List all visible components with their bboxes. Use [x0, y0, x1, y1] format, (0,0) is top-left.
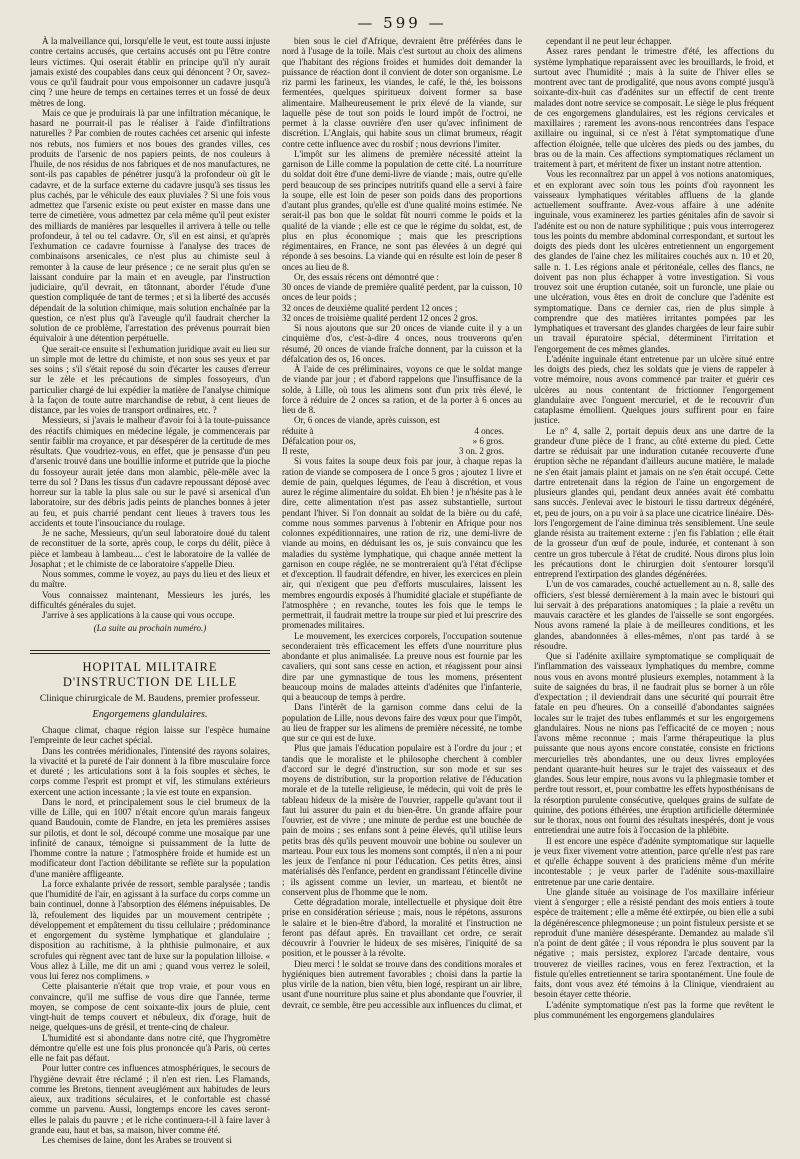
paragraph: Chaque climat, chaque région laisse sur l'espèce humaine l'empreinte de leur cachet spécial. — [30, 725, 270, 746]
section-topic: Engorgemens glandulaires. — [92, 708, 208, 720]
paragraph: Messieurs, si j'avais le malheur d'avoir foi à la toute-puissance des réactifs chimiques en médecine légale, je commencerais par sentir faiblir ma croyance, et par désespérer de la certitude de mes résultats. Que voudriez-vous, en effet, que je pensasse d'un peu d'arsenic trouvé dans une bouillie informe et putride que la pioche du fossoyeur aurait jetée dans mon alambic, pêle-mêle avec la terre du sol ? Dans les tissus d'un cadavre repoussant déposé avec horreur sur la table la plus sale ou sur le pavé si arsenical d'un laboratoire, sur des débris jadis peints de planches bonnes à jeter au feu, et puis charrié pendant cent lieues à travers tous les accidents et toute l'insouciance du roulage. — [30, 415, 270, 528]
measure-line: 32 onces de deuxième qualité perdent 12 onces ; — [282, 302, 458, 313]
paragraph: Dans l'intérêt de la garnison comme dans celui de la population de Lille, nous devons faire des vœux pour que l'impôt, au lieu de frapper sur les alimens de première nécessité, ne tombe que sur ce qui est de luxe. — [282, 702, 522, 743]
paragraph: À l'aide de ces préliminaires, voyons ce que le soldat mange de viande par jour ; et d'abord rappelons que l'insuffisance de la solde, à Lille, où tous les alimens sont d'un prix très élevé, le force à réduire de 2 onces sa ration, et de la porter à 6 onces au lieu de 8. — [282, 364, 522, 415]
paragraph: Il est encore une espèce d'adénite symptomatique sur laquelle je veux fixer vivement votre attention, parce qu'elle n'est pas rare et qu'elle échappe souvent à des praticiens même d'un mérite incontestable ; je veux parler de l'adénite sous-maxillaire entretenue par une carie dentaire. — [534, 835, 774, 887]
paragraph: Assez rares pendant le trimestre d'été, les affections du système lymphatique reparaissent avec les brouillards, le froid, et surtout avec l'humidité ; mais à la suite de l'hiver elles se montrent avec tant de prodigalité, que nous avons compté jusqu'à soixante-dix-huit cas d'adénites sur un effectif de cent trente malades dont notre service se composait. Le siège le plus fréquent de ces engorgemens glandulaires, est les régions cervicales et maxillaires ; rarement les avons-nous rencontrées dans l'espace axillaire ou inguinal, si ce n'est à l'état symptomatique d'une affection éloignée, telle que ulcères des pieds ou des jambes, du bras ou de la main. Ces affections symptomatiques réclament un traitement à part, et méritent de fixer un instant notre attention. — [534, 46, 774, 169]
continuation-note: (La suite au prochain numéro.) — [93, 623, 207, 634]
paragraph: Nous sommes, comme le voyez, au pays du lieu et des lieux et du maître. — [30, 569, 270, 590]
paragraph: La force exhalante privée de ressort, semble paralysée ; tandis que l'humidité de l'air, en agissant à la surface du corps comme un bain continuel, donne à l'absorption des élémens inépuisables. De là, refoulement des liquides par un mouvement centripète ; développement et empâtement du tissu cellulaire ; prédominance et engorgement du système lymphatique et glandulaire ; disposition au rachitisme, à la phthisie pulmonaire, et aux scrofules qui règnent avec tant de luxe sur la population lilloise. « Vous allez à Lille, me dit un ami ; quand vous verrez le soleil, vous lui ferez nos complimens. » — [30, 878, 270, 981]
paragraph: Plus que jamais l'éducation populaire est à l'ordre du jour ; et tandis que le moraliste et le philosophe cherchent à combler d'accord sur le degré d'instruction, sur son mode et sur ses moyens de distribution, sur la proportion relative de l'éducation morale et de la tutelle religieuse, le médecin, qui voit de près le tableau hideux de la misère de l'ouvrier, rappelle qu'avant tout il faut lui assurer du pain et du bien-être. Un grande affaire pour l'ouvrier, est de vivre ; une minute de perdue est une bouchée de pain de moins ; ses enfans sont à peine élevés, qu'il utilise leurs petits bras dès qu'ils peuvent mouvoir une bobine ou soulever un marteau. Pour eux tous les momens sont comptés, il n'en a ni pour les jeux de l'enfance ni pour l'éducation. Ces petits êtres, ainsi matérialisés dès l'enfance, perdent en grandissant l'étincelle divine ; ils agissent comme un levier, un marteau, et bientôt ne conservent plus de l'homme que le nom. — [282, 743, 522, 897]
paragraph: Je ne sache, Messieurs, qu'un seul laboratoire doué du talent de reconstituer de la sorte, après coup, le corps du délit, pièce à pièce et lambeau à lambeau.... c'est le laboratoire de la vallée de Josaphat ; et le chimiste de ce laboratoire s'appelle Dieu. — [30, 528, 270, 569]
paragraph: Si nous ajoutons que sur 20 onces de viande cuite il y a un cinquième d'os, c'est-à-dire 4 onces, nous trouverons qu'en résumé, 20 onces de viande fraîche donnent, par la cuisson et la défalcation des os, 16 onces. — [282, 323, 522, 364]
paragraph: bien sous le ciel d'Afrique, devraient être préférées dans le nord à l'usage de la toile. Mais c'est surtout au choix des alimens que l'habitant des régions froides et humides doit demander la puissance de réaction dont il convient de doter son organisme. Le riz parmi les farineux, les viandes, le café, le thé, les boissons fermentées, quelques spiritueux doivent former sa base alimentaire. Malheureusement le prix élevé de la viande, sur laquelle pèse de tout son poids le lourd impôt de l'octroi, ne permet à la classe ouvrière d'en user qu'avec infiniment de discrétion. L'Anglais, qui habite sous un climat brumeux, réagit contre cette influence avec du rosbif ; nous devrions l'imiter. — [282, 36, 522, 149]
paragraph: Pour lutter contre ces influences atmosphériques, le secours de l'hygiène devrait être réclamé ; il n'en est rien. Les Flamands, comme les Bretons, tiennent aveuglément aux habitudes de leurs aïeux, aux traditions séculaires, et le confortable est chassé comme un parvenu. Aussi, longtemps encore les caves seront-elles le palais du pauvre ; et le riche continuera-t-il à faire laver à grande eau, haut et bas, sa maison, hiver comme été. — [30, 1063, 270, 1135]
section-divider — [30, 650, 270, 654]
paragraph: L'un de vos camarades, couché actuellement au n. 8, salle des officiers, s'est blessé dernièrement à la main avec le bistouri qui lui servait à des préparations anatomiques ; la plaie a revêtu un mauvais caractère et les glandes de l'aisselle se sont engorgées. Nous avons ramené la plaie à de meilleures conditions, et les glandes, abandonnées à elles-mêmes, n'ont pas tardé à se résoudre. — [534, 579, 774, 651]
section-subtitle: Clinique chirurgicale de M. Baudens, premier professeur. — [39, 692, 261, 704]
calc-label: Défalcation pour os, — [282, 435, 356, 446]
paragraph: Le mouvement, les exercices corporels, l'occupation soutenue seconderaient très efficacement les effets d'une nourriture plus abondante et plus animalisée. La preuve nous est fournie par les cavaliers, qui sont sans cesse en action, et réagissent pour ainsi dire par une gymnastique de tous les momens, présentent beaucoup moins de malades atteints d'adénites que l'infanterie, qui a beaucoup de temps à perdre. — [282, 630, 522, 702]
section-title: HOPITAL MILITAIRE D'INSTRUCTION DE LILLE — [62, 659, 238, 689]
paragraph: Or, des essais récens ont démontré que : — [294, 271, 439, 282]
column-2 — [282, 36, 522, 1154]
calc-label: Il reste, — [282, 446, 310, 456]
paragraph: Les chemises de laine, dont les Arabes se trouvent si — [42, 1135, 232, 1145]
paragraph: L'impôt sur les alimens de première nécessité atteint la garnison de Lille comme la population de cette cité. La nourriture du soldat doit être d'une demi-livre de viande ; mais, outre qu'elle perd beaucoup de ses principes nutritifs quand elle a servi à faire la soupe, elle est loin de peser son poids dans des proportions d'autant plus grandes, qu'elle est d'une qualité moins estimée. Ne serait-il pas bon que le soldat fût nourri comme le poids et la qualité de la viande ; elle est ce que le régime du soldat, est, de plus en plus économique ; mais que les prescriptions régimentaires, en France, ne sont pas élevées à un degré qui réponde à ses besoins. La viande qui en résulte est loin de peser 8 onces au lieu de 8. — [282, 148, 522, 272]
paragraph: Le n° 4, salle 2, portait depuis deux ans une dartre de la grandeur d'une pièce de 1 franc, au côté externe du pied. Cette dartre se réduisait par une induration cutanée recouverte d'une éruption sèche ne répandant d'ailleurs aucune matière, le malade ne s'en était jamais plaint et jamais on ne s'en était occupé. Cette dartre entretenait dans la région de l'aine un engorgement de plusieurs glandes qui, pendant deux années avait été combattu sans succès. J'enlevai avec le bistouri le tissu dartreux dégénéré, et, peu de jours, on a pu voir à sa place une cicatrice linéaire. Dès-lors l'engorgement de l'aine diminua très sensiblement. Une seule glande résista au traitement externe : j'en fis l'ablation ; elle était de la grosseur d'un œuf de poule, indurée, et contenant à son centre un gros tubercule à l'état de crudité. Nous dirons plus loin les précautions dont le chirurgien doit s'entourer lorsqu'il entreprend l'extirpation des glandes dégénérées. — [534, 425, 774, 579]
paragraph: Que si l'adénite axillaire symptomatique se compliquait de l'inflammation des vaisseaux lymphatiques du membre, comme nous vous en avons montré plusieurs exemples, notamment à la suite de saignées du bras, il ne faudrait plus se borner à un rôle d'expectation ; il deviendrait dans une sécurité qui pourrait être fatale en peu d'heures. On a conseillé d'abondantes saignées locales sur le trajet des tubes enflammés et sur les engorgemens glandulaires. Nous ne nions pas l'efficacité de ce moyen ; nous l'avons même reconnue ; mais l'arme thérapeutique la plus puissante que nous ayons encore constatée, consiste en frictions mercurielles très abondantes, une ou deux livres employées pendant quarante-huit heures sur le trajet des vaisseaux et des glandes. Sous leur empire, nous avons vu la phlegmasie tomber et perdre tout ressort, et, pour combattre les effets hyposthénisans de la résorption purulente consécutive, quelques grains de sulfate de quinine, des potions éthérées, une éruption artificielle déterminée sur le thorax, nous ont fourni des résultats inespérés, dont je vous entretiendrai une autre fois à l'occasion de la phlébite. — [534, 651, 774, 836]
columns — [30, 36, 774, 1154]
paragraph: L'humidité est si abondante dans notre cité, que l'hygromètre démontre qu'elle est une fois plus prononcée qu'à Paris, où certes elle ne fait pas défaut. — [30, 1032, 270, 1063]
paragraph: cependant il ne peut leur échapper. — [546, 36, 672, 46]
paragraph: Vous connaissez maintenant, Messieurs les jurés, les difficultés générales du sujet. — [30, 589, 270, 610]
measure-line: 30 onces de viande de première qualité perdent, par la cuisson, 10 onces de leur poids ; — [282, 282, 522, 303]
calc-value: 4 onces. — [474, 425, 504, 436]
calc-row — [282, 436, 522, 446]
measure-line: 32 onces de troisième qualité perdent 12 onces 2 gros. — [282, 312, 478, 323]
calc-row — [282, 426, 522, 436]
calc-value: 3 on. 2 gros. — [459, 446, 504, 456]
paragraph: Cette plaisanterie n'était que trop vraie, et pour vous en convaincre, qu'il me suffise de vous dire que l'année, terme moyen, se compose de cent soixante-dix jours de pluie, cent vingt-huit de temps couvert et nébuleux, dix d'orage, huit de neige, quelques-uns de grésil, et trente-cinq de chaleur. — [30, 981, 270, 1033]
calc-value: » 6 gros. — [472, 435, 504, 446]
column-1 — [30, 36, 270, 1154]
column-3 — [534, 36, 774, 1154]
paragraph: J'arrive à ses applications à la cause qui vous occupe. — [42, 610, 235, 620]
calc-row — [282, 446, 522, 456]
paragraph: Dieu merci ! le soldat se trouve dans des conditions morales et hygiéniques bien autrement favorables ; choisi dans la partie la plus virile de la nation, bien vêtu, bien logé, respirant un air libre, usant d'une nourriture plus saine et plus abondante que l'ouvrier, il devrait, ce semble, être peu accessible aux influences du climat, et — [282, 958, 522, 1010]
paragraph: Or, 6 onces de viande, après cuisson, est — [294, 415, 440, 426]
calc-label: réduite à — [282, 425, 314, 436]
paragraph: Vous les reconnaîtrez par un appel à vos notions anatomiques, et en explorant avec soin tous les points d'où rayonnent les vaisseaux lymphatiques véritables affluens de la glande actuellement souffrante. Avez-vous affaire à une adénite inguinale, vous examinerez les parties génitales afin de savoir si l'adénite est ou non de nature syphilitique ; puis vous interrogerez tous les points du membre abdominal correspondant, et surtout les doigts des pieds dont les ulcères entretiennent un engorgement des glandes de l'aine chez les militaires couchés aux n. 10 et 20, salle n. 1. Les régions anale et péritonéale, celles des flancs, ne doivent pas non plus échapper à votre investigation. Si vous trouvez soit une éruption cutanée, soit un furoncle, une plaie ou une ulcération, vous êtes en droit de conclure que l'adénite est symptomatique. Dans ce dernier cas, rien de plus simple à comprendre que des matières irritantes pompées par les lymphatiques et traversant des glandes chargées de leur faire subir un travail épuratoire spécial, déterminent l'irritation et l'engorgement de ces mêmes glandes. — [534, 169, 774, 354]
paragraph: Dans le nord, et principalement sous le ciel brumeux de la ville de Lille, qui en 1007 n'était encore qu'un marais fangeux quand Baudouin, comte de Flandre, en jeta les premières assises sur pilotis, et dont le sol, découpé comme une mosaïque par une infinité de canaux, témoigne si puissamment de la lutte de l'homme contre la nature ; l'atmosphère froide et humide est un modificateur dont l'action débilitante se reflète sur la population d'une manière affligeante. — [30, 796, 270, 879]
paragraph: Mais ce que je produirais là par une infiltration mécanique, le hasard ne pourrait-il pas le réaliser à l'aide d'infiltrations naturelles ? Par combien de routes cachées cet arsenic qui infeste nos rebuts, nos fumiers et nos boues des grandes villes, ces produits de l'arsenic de nos papiers peints, de nos couleurs à l'huile, de nos résidus de nos fabriques et de nos manufactures, ne sont-ils pas capables de pénétrer jusqu'à la profondeur où gît le cadavre, et de la surface externe du cadavre jusqu'à ses tissus les plus cachés, par le véhicule des eaux pluviales ? Si une fois vous admettez que l'arsenic existe ou peut exister en masse dans une terre de cimetière, vous admettez par cela même qu'il peut exister des milliards de manières par lesquelles il arrivera à telle ou telle profondeur, à tel ou tel cadavre. Or, s'il en est ainsi, et qu'après l'exhumation ce cadavre fournisse à l'analyse des traces de combinaisons arsenicales, ce n'est plus au chimiste seul à remonter à la cause de leur présence ; ce ne serait plus qu'en se laissant conduire par la main et en aveugle, par l'instruction judiciaire, qu'il devrait, en tâtonnant, aborder l'étude d'une question compliquée de tant de termes ; et si la liberté des accusés dépendait de la solution chimique, mais solution enchaînée par la question, ce n'est plus qu'à l'aveugle qu'il faudrait chercher la solution de ce problème, l'arrestation des prévenus pourrait bien équivaloir à une détention perpétuelle. — [30, 107, 270, 344]
paragraph: À la malveillance qui, lorsqu'elle le veut, est toute aussi injuste contre certains accusés, que certains accusés ont pu l'être contre leurs victimes. Qui oserait établir en principe qu'il n'y aurait jamais existé des coupables dans ceux qui dénoncent ? Or, savez-vous ce qu'il faudrait pour vous empoisonner un cadavre jusqu'à cinq ? une heure de temps en certaines terres et un fossé de deux mètres de long. — [30, 36, 270, 108]
paragraph: L'adénite inguinale étant entretenue par un ulcère situé entre les doigts des pieds, chez les soldats que je viens de rappeler à votre mémoire, nous avons commencé par traiter et guérir ces ulcères au nous contentant de frictionner l'engorgement glandulaire avec l'onguent mercuriel, et de le recouvrir d'un cataplasme émollient. Quelques jours suffirent pour en faire justice. — [534, 353, 774, 426]
paragraph: Si vous faites la soupe deux fois par jour, à chaque repas la ration de viande se composera de 1 once 5 gros ; ajoutez 1 livre et demie de pain, quelques légumes, de l'eau à discrétion, et vous aurez le régime alimentaire du soldat. Eh bien ! je n'hésite pas à le dire, cette alimentation n'est pas assez substantielle, surtout pendant l'hiver. Si l'on donnait au soldat de la bière ou du café, comme nous sommes parvenus à l'obtenir en Afrique pour nos colonnes expéditionnaires, une ration de riz, une demi-livre de viande au moins, en déduisant les os, je suis convaincu que les maladies du système lymphatique, qui chaque année mettent la garnison en coupe réglée, ne se montreraient qu'à l'état d'éclipse et d'exception. Il faudrait défendre, en hiver, les exercices en plein air, qui n'exigent que peu d'efforts musculaires, laissent les membres engourdis exposés à l'humidité glaciale et stupéfiante de l'atmosphère ; en revanche, toutes les fois que le temps le permettrait, il faudrait mettre la troupe sur pied et lui prescrire des promenades militaires. — [282, 456, 522, 631]
paragraph: Dans les contrées méridionales, l'intensité des rayons solaires, la vivacité et la pureté de l'air donnent à la fibre musculaire force et dureté ; les articulations sont à la fois souples et sèches, le corps comme l'esprit est prompt et vif, les stimulans extérieurs exercent une action incessante ; la vie est toute en expansion. — [30, 745, 270, 797]
paragraph: L'adénite symptomatique n'est pas la forme que revêtent le plus communément les engorgemens glandulaires — [534, 999, 774, 1020]
paragraph: Une glande située au voisinage de l'os maxillaire inférieur vient à s'engorger ; elle a résisté pendant des mois entiers à toute espèce de traitement ; elle a même été extirpée, ou bien elle a subi la dégénérescence phlegmoneuse ; un point fistuleux persiste et se reproduit d'une manière désespérante. Demandez au malade s'il n'a point de dent gâtée ; il vous répondra le plus souvent par la négative ; mais persistez, explorez l'arcade dentaire, vous trouverez de vieilles racines, vous en ferez l'extraction, et la fistule qu'elles entretiennent se tarira spontanément. Une foule de faits, dont vous avez été témoins à la Clinique, viendraient au besoin étayer cette théorie. — [534, 886, 774, 1000]
page-number: — 599 — — [357, 14, 447, 32]
paragraph: Que serait-ce ensuite si l'exhumation juridique avait eu lieu sur un simple mot de lettre du chimiste, et non sous ses yeux et par ses soins ; s'il s'était reposé du soin d'écarter les causes d'erreur sur le zèle et les précautions de simples fossoyeurs, d'un particulier chargé de lui expédier la matière de l'analyse chimique à la façon de toute autre marchandise de rebut, à cent lieues de distance, par les voies de transport ordinaires, etc. ? — [30, 343, 270, 415]
paragraph: Cette dégradation morale, intellectuelle et physique doit être prise en considération sérieuse ; mais, nous le répétons, assurons le salaire et le bien-être d'abord, la moralité et l'instruction ne feront pas défaut après. En travaillant cet ordre, ce serait découvrir à l'ouvrier le hideux de ses misères, l'iniquité de sa position, et le pousser à la révolte. — [282, 897, 522, 959]
